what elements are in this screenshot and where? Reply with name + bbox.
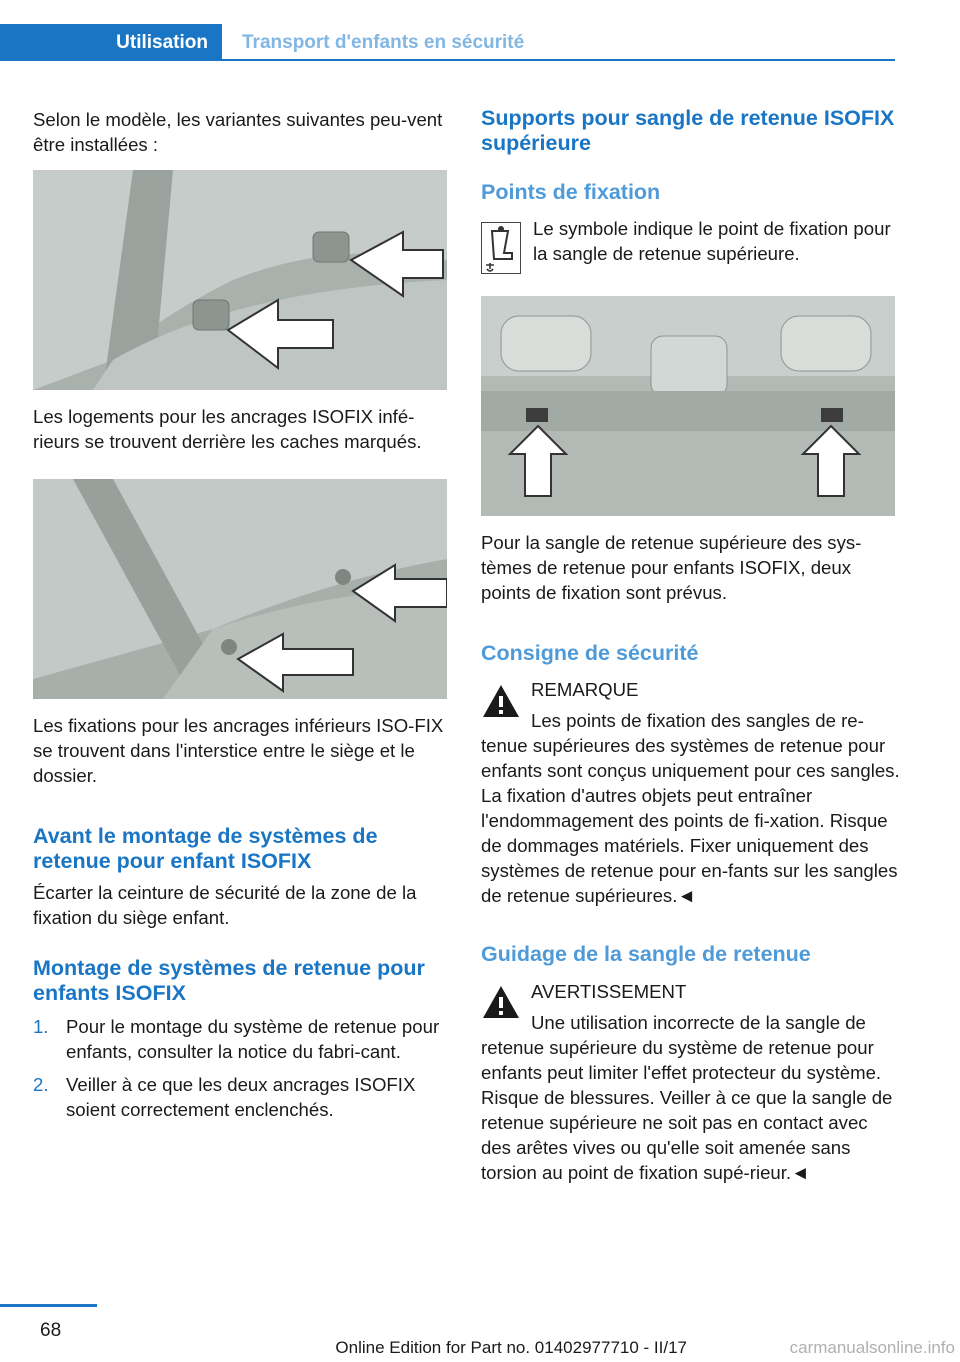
list-item: 1. Pour le montage du système de retenue pour enfants, consulter la notice du fabri‐cant.	[33, 1016, 440, 1062]
caption-covers: Les logements pour les ancrages ISOFIX infé‐rieurs se trouvent derrière les caches marqués.	[33, 406, 422, 452]
watermark: carmanualsonline.info	[789, 1338, 955, 1357]
footer-rule	[0, 1304, 97, 1307]
header-section: Utilisation	[116, 32, 208, 53]
subheading-strap-guidance: Guidage de la sangle de retenue	[481, 942, 811, 966]
heading-before-mounting: Avant le montage de systèmes de retenue pour enfant ISOFIX	[33, 824, 378, 873]
caption-gap: Les fixations pour les ancrages inférieurs ISO‐FIX se trouvent dans l'interstice entre le siège et le dossier.	[33, 715, 444, 786]
notice-label: REMARQUE	[531, 679, 639, 700]
photo-isofix-gap	[33, 479, 447, 699]
child-seat-anchor-icon	[481, 222, 521, 274]
photo-isofix-covers	[33, 170, 447, 390]
caption-tether: Pour la sangle de retenue supérieure des sys‐tèmes de retenue pour enfants ISOFIX, deux points de fixation sont prévus.	[481, 532, 862, 603]
heading-top-tether: Supports pour sangle de retenue ISOFIX supérieure	[481, 106, 895, 155]
edition-info: Online Edition for Part no. 01402977710 - II/17	[335, 1338, 687, 1357]
notice-text: Les points de fixation des sangles de re‐tenue supérieures des systèmes de retenue pour enfants sont conçus uniquement pour ces sangles. La fixation d'autres objets peut entraîner l'endommagement des points de fi‐xation. Risque de dommages matériels. Fixer uniquement des systèmes de retenue pour en‐fants sur les sangles de retenue supérieures.◄	[481, 710, 900, 906]
heading-mounting: Montage de systèmes de retenue pour enfants ISOFIX	[33, 956, 425, 1005]
subheading-anchor-points: Points de fixation	[481, 180, 661, 204]
para-belt: Écarter la ceinture de sécurité de la zone de la fixation du siège enfant.	[33, 882, 417, 928]
warning-text: Une utilisation incorrecte de la sangle de retenue supérieure du système de retenue pour enfants peut limiter l'effet protecteur du système. Risque de blessures. Veiller à ce que la sangle de retenue supérieure ne soit pas en contact avec des arêtes vives ou qu'elle soit amenée sans torsion au point de fixation supé‐rieur.◄	[481, 1012, 893, 1183]
header-subsection: Transport d'enfants en sécurité	[242, 32, 525, 53]
warning-label: AVERTISSEMENT	[531, 981, 687, 1002]
photo-top-tether-points	[481, 296, 895, 516]
steps-list	[33, 1014, 453, 1130]
intro-text: Selon le modèle, les variantes suivantes peu‐vent être installées :	[33, 109, 443, 155]
list-item: 2. Veiller à ce que les deux ancrages ISOFIX soient correctement enclenchés.	[33, 1074, 416, 1120]
subheading-safety: Consigne de sécurité	[481, 641, 699, 665]
symbol-description: Le symbole indique le point de fixation pour la sangle de retenue supérieure.	[533, 218, 891, 264]
page-number: 68	[40, 1320, 62, 1341]
